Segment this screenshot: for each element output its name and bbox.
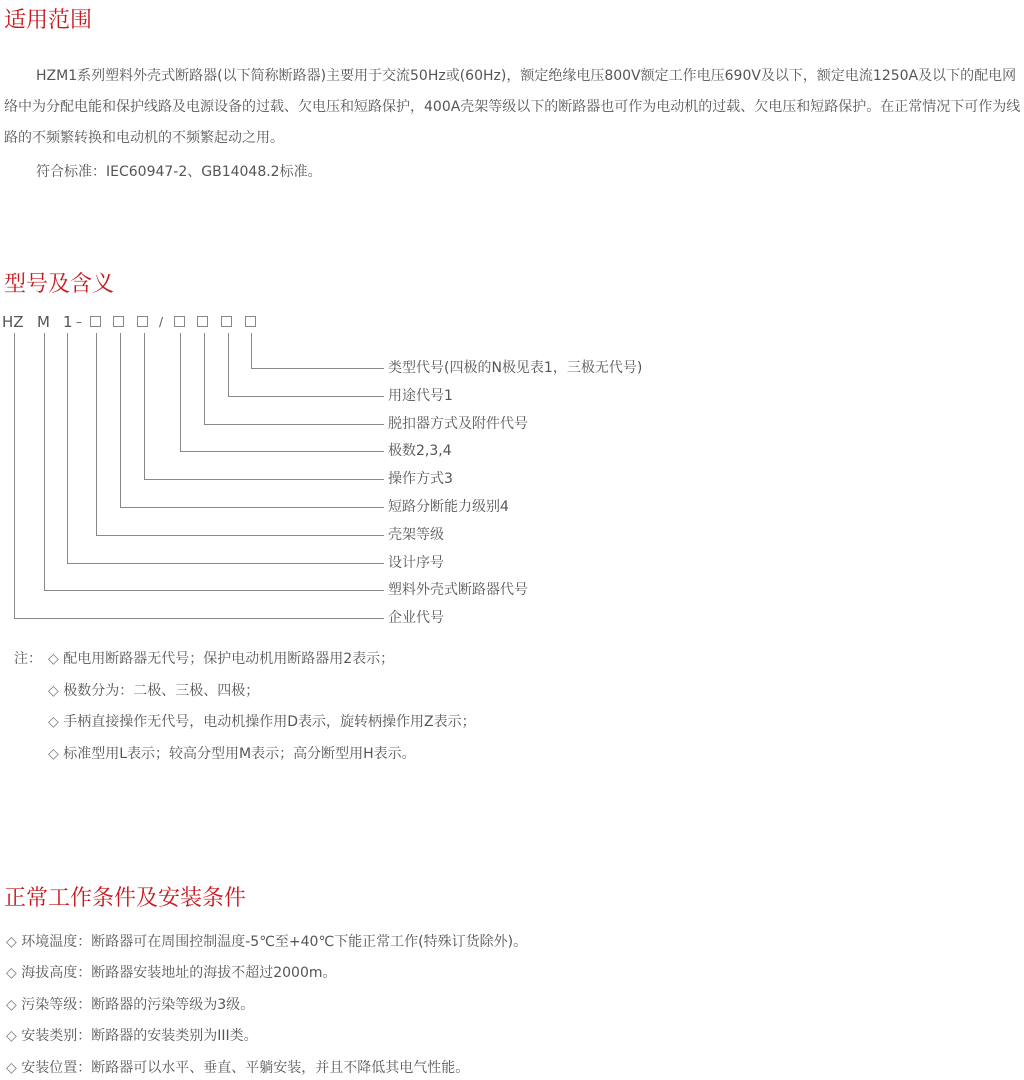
diamond-bullet-icon: ◇ [6,997,17,1013]
desc-breaking-capacity: 短路分断能力级别4 [388,499,509,515]
condition-item [6,1056,469,1080]
condition-text: 污染等级：断路器的污染等级为3级。 [21,997,255,1013]
desc-poles: 极数2,3,4 [388,443,452,459]
tree-line-7 [97,333,385,536]
tree-line-4 [181,333,385,452]
note-text: 标准型用L表示；较高分型用M表示；高分断型用H表示。 [63,746,416,762]
code-slash: / [159,315,164,329]
section-title-conditions: 正常工作条件及安装条件 [4,886,247,911]
standard-text: 符合标准：IEC60947-2、GB14048.2标准。 [36,164,322,180]
diamond-bullet-icon: ◇ [48,651,59,667]
code-box-1 [90,316,101,327]
code-box-4 [174,316,185,327]
condition-item [6,961,337,985]
code-hz: HZ [2,313,24,331]
code-box-7 [245,316,256,327]
section-title-scope: 适用范围 [4,8,93,33]
tree-line-3 [205,333,385,425]
code-box-3 [137,316,148,327]
note-text: 极数分为：二极、三极、四极； [63,683,260,699]
desc-design-no: 设计序号 [388,555,444,571]
code-dash: – [76,315,82,329]
code-box-5 [197,316,208,327]
diamond-bullet-icon: ◇ [48,746,59,762]
desc-operation: 操作方式3 [388,471,453,487]
condition-text: 安装位置：断路器可以水平、垂直、平躺安装，并且不降低其电气性能。 [21,1060,470,1076]
condition-text: 安装类别：断路器的安装类别为III类。 [21,1028,258,1044]
diamond-bullet-icon: ◇ [48,683,59,699]
condition-item [6,1024,258,1048]
code-box-2 [113,316,124,327]
section-title-model: 型号及含义 [4,272,115,297]
tree-line-8 [68,333,385,564]
desc-release-code: 脱扣器方式及附件代号 [388,416,528,432]
desc-frame-grade: 壳架等级 [388,527,444,543]
scope-paragraph: HZM1系列塑料外壳式断路器(以下简称断路器)主要用于交流50Hz或(60Hz)，额定绝缘电压800V额定工作电压690V及以下，额定电流1250A及以下的配电网络中为分配电能和保护线路及电源设备的过载、欠电压和短路保护，400A壳架等级以下的断路器也可作为电动机的过载、欠电压和短路保护。在正常情况下可作为线路的不频繁转换和电动机的不频繁起动之用。 [4,68,1021,146]
diamond-bullet-icon: ◇ [6,934,17,950]
note-item [48,647,394,671]
condition-item [6,930,527,954]
note-item [48,710,476,734]
diamond-bullet-icon: ◇ [6,1060,17,1076]
note-text: 配电用断路器无代号；保护电动机用断路器用2表示； [63,651,395,667]
tree-line-1 [252,333,385,369]
tree-line-6 [121,333,385,508]
condition-text: 海拔高度：断路器安装地址的海拔不超过2000m。 [21,965,337,981]
diamond-bullet-icon: ◇ [6,1028,17,1044]
tree-line-9 [45,333,385,591]
tree-line-10 [15,333,385,619]
desc-company-code: 企业代号 [388,610,444,626]
desc-mccb-code: 塑料外壳式断路器代号 [388,582,528,598]
condition-text: 环境温度：断路器可在周围控制温度-5℃至+40℃下能正常工作(特殊订货除外)。 [21,934,528,950]
note-label: 注： [14,651,42,667]
desc-type-code: 类型代号(四极的N极见表1，三极无代号) [388,360,643,376]
note-item [48,742,416,766]
diamond-bullet-icon: ◇ [6,965,17,981]
condition-item [6,993,254,1017]
code-m: M [37,313,50,331]
note-item [48,679,259,703]
note-text: 手柄直接操作无代号，电动机操作用D表示，旋转柄操作用Z表示； [63,714,476,730]
desc-usage-code: 用途代号1 [388,388,453,404]
code-one: 1 [63,313,73,331]
code-box-6 [221,316,232,327]
diamond-bullet-icon: ◇ [48,714,59,730]
